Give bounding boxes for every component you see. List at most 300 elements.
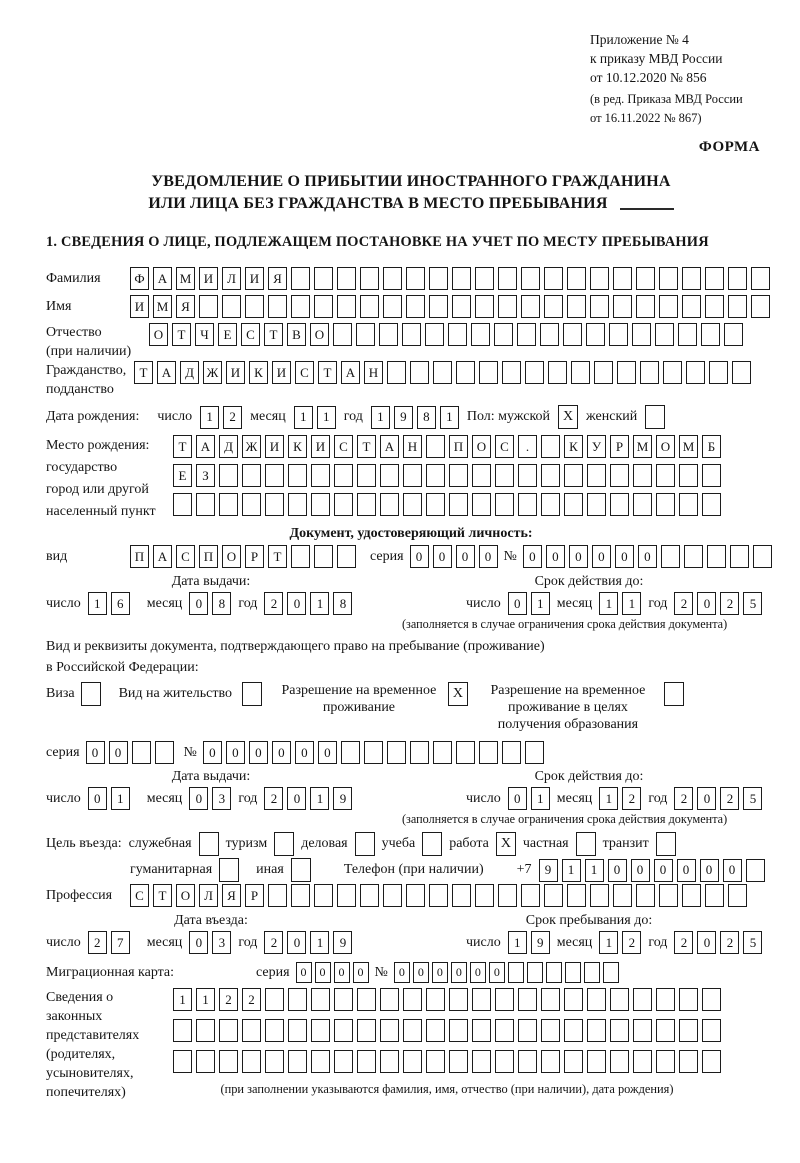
char-cell[interactable]: С: [176, 545, 195, 568]
char-cell[interactable]: 0: [432, 962, 448, 983]
firstname-input[interactable]: [130, 295, 770, 318]
char-cell[interactable]: 0: [287, 787, 306, 810]
char-cell[interactable]: [527, 962, 543, 983]
char-cell[interactable]: [288, 988, 307, 1011]
purpose-study-checkbox[interactable]: [422, 832, 442, 856]
char-cell[interactable]: [475, 295, 494, 318]
char-cell[interactable]: [268, 295, 287, 318]
char-cell[interactable]: [525, 741, 544, 764]
char-cell[interactable]: Т: [264, 323, 283, 346]
char-cell[interactable]: [751, 295, 770, 318]
residence-valid-day-input[interactable]: [508, 787, 550, 810]
char-cell[interactable]: 8: [333, 592, 352, 615]
visa-checkbox[interactable]: [81, 682, 101, 706]
char-cell[interactable]: [656, 1019, 675, 1042]
entry-day-input[interactable]: [88, 931, 130, 954]
char-cell[interactable]: [364, 741, 383, 764]
char-cell[interactable]: 2: [720, 592, 739, 615]
char-cell[interactable]: [709, 361, 728, 384]
char-cell[interactable]: [498, 295, 517, 318]
char-cell[interactable]: [702, 464, 721, 487]
char-cell[interactable]: 1: [531, 592, 550, 615]
char-cell[interactable]: 2: [622, 931, 641, 954]
char-cell[interactable]: 1: [88, 592, 107, 615]
char-cell[interactable]: [314, 295, 333, 318]
char-cell[interactable]: [686, 361, 705, 384]
char-cell[interactable]: С: [241, 323, 260, 346]
char-cell[interactable]: [314, 267, 333, 290]
char-cell[interactable]: [334, 1050, 353, 1073]
char-cell[interactable]: 1: [531, 787, 550, 810]
char-cell[interactable]: 1: [562, 859, 581, 882]
char-cell[interactable]: [433, 361, 452, 384]
char-cell[interactable]: [564, 493, 583, 516]
char-cell[interactable]: [728, 267, 747, 290]
char-cell[interactable]: [730, 545, 749, 568]
char-cell[interactable]: [222, 295, 241, 318]
char-cell[interactable]: 1: [508, 931, 527, 954]
char-cell[interactable]: 1: [111, 787, 130, 810]
char-cell[interactable]: [288, 1050, 307, 1073]
char-cell[interactable]: [357, 493, 376, 516]
char-cell[interactable]: Н: [364, 361, 383, 384]
char-cell[interactable]: [311, 493, 330, 516]
char-cell[interactable]: 2: [264, 787, 283, 810]
char-cell[interactable]: О: [222, 545, 241, 568]
char-cell[interactable]: 1: [440, 406, 459, 429]
char-cell[interactable]: .: [518, 435, 537, 458]
char-cell[interactable]: [452, 267, 471, 290]
char-cell[interactable]: [544, 884, 563, 907]
char-cell[interactable]: И: [245, 267, 264, 290]
char-cell[interactable]: [334, 1019, 353, 1042]
char-cell[interactable]: М: [633, 435, 652, 458]
char-cell[interactable]: [610, 1019, 629, 1042]
char-cell[interactable]: Р: [610, 435, 629, 458]
birth-month-input[interactable]: [294, 406, 336, 429]
char-cell[interactable]: П: [449, 435, 468, 458]
char-cell[interactable]: 6: [111, 592, 130, 615]
char-cell[interactable]: 1: [196, 988, 215, 1011]
char-cell[interactable]: [661, 545, 680, 568]
purpose-work-checkbox[interactable]: X: [496, 832, 516, 856]
char-cell[interactable]: [472, 1019, 491, 1042]
char-cell[interactable]: 9: [539, 859, 558, 882]
char-cell[interactable]: [564, 1050, 583, 1073]
char-cell[interactable]: И: [272, 361, 291, 384]
char-cell[interactable]: М: [176, 267, 195, 290]
char-cell[interactable]: [219, 464, 238, 487]
purpose-transit-checkbox[interactable]: [656, 832, 676, 856]
char-cell[interactable]: 8: [212, 592, 231, 615]
char-cell[interactable]: [288, 1019, 307, 1042]
char-cell[interactable]: [498, 884, 517, 907]
char-cell[interactable]: 0: [203, 741, 222, 764]
char-cell[interactable]: 9: [333, 787, 352, 810]
char-cell[interactable]: [567, 295, 586, 318]
char-cell[interactable]: [663, 361, 682, 384]
char-cell[interactable]: Т: [153, 884, 172, 907]
char-cell[interactable]: [472, 1050, 491, 1073]
char-cell[interactable]: 0: [315, 962, 331, 983]
profession-input[interactable]: [130, 884, 747, 907]
char-cell[interactable]: 5: [743, 592, 762, 615]
char-cell[interactable]: К: [288, 435, 307, 458]
char-cell[interactable]: К: [564, 435, 583, 458]
char-cell[interactable]: 2: [622, 787, 641, 810]
char-cell[interactable]: [656, 988, 675, 1011]
edu-permit-checkbox[interactable]: [664, 682, 684, 706]
char-cell[interactable]: [682, 884, 701, 907]
char-cell[interactable]: [751, 267, 770, 290]
char-cell[interactable]: 0: [249, 741, 268, 764]
residence-issue-year-input[interactable]: [264, 787, 352, 810]
char-cell[interactable]: С: [295, 361, 314, 384]
char-cell[interactable]: 1: [599, 787, 618, 810]
char-cell[interactable]: [380, 1050, 399, 1073]
char-cell[interactable]: [380, 1019, 399, 1042]
char-cell[interactable]: [242, 493, 261, 516]
char-cell[interactable]: [410, 741, 429, 764]
char-cell[interactable]: [701, 323, 720, 346]
char-cell[interactable]: О: [472, 435, 491, 458]
char-cell[interactable]: [242, 1019, 261, 1042]
char-cell[interactable]: [219, 1019, 238, 1042]
char-cell[interactable]: 2: [264, 931, 283, 954]
char-cell[interactable]: 0: [451, 962, 467, 983]
char-cell[interactable]: Т: [134, 361, 153, 384]
identity-issue-day-input[interactable]: [88, 592, 130, 615]
char-cell[interactable]: [594, 361, 613, 384]
char-cell[interactable]: [567, 884, 586, 907]
char-cell[interactable]: 0: [592, 545, 611, 568]
char-cell[interactable]: [587, 1050, 606, 1073]
char-cell[interactable]: А: [380, 435, 399, 458]
char-cell[interactable]: 0: [456, 545, 475, 568]
char-cell[interactable]: 1: [585, 859, 604, 882]
char-cell[interactable]: 2: [674, 787, 693, 810]
char-cell[interactable]: [702, 1019, 721, 1042]
char-cell[interactable]: [659, 295, 678, 318]
char-cell[interactable]: [429, 295, 448, 318]
char-cell[interactable]: 1: [294, 406, 313, 429]
char-cell[interactable]: [679, 988, 698, 1011]
char-cell[interactable]: Я: [268, 267, 287, 290]
char-cell[interactable]: [521, 884, 540, 907]
char-cell[interactable]: [609, 323, 628, 346]
char-cell[interactable]: 7: [111, 931, 130, 954]
char-cell[interactable]: [449, 1019, 468, 1042]
char-cell[interactable]: [540, 323, 559, 346]
char-cell[interactable]: В: [287, 323, 306, 346]
char-cell[interactable]: К: [249, 361, 268, 384]
char-cell[interactable]: [333, 323, 352, 346]
char-cell[interactable]: Ч: [195, 323, 214, 346]
char-cell[interactable]: [705, 884, 724, 907]
char-cell[interactable]: [659, 267, 678, 290]
char-cell[interactable]: [383, 884, 402, 907]
char-cell[interactable]: 2: [219, 988, 238, 1011]
char-cell[interactable]: 0: [523, 545, 542, 568]
char-cell[interactable]: [456, 361, 475, 384]
char-cell[interactable]: 0: [489, 962, 505, 983]
char-cell[interactable]: [311, 464, 330, 487]
char-cell[interactable]: [288, 493, 307, 516]
char-cell[interactable]: Н: [403, 435, 422, 458]
char-cell[interactable]: [587, 493, 606, 516]
char-cell[interactable]: 9: [333, 931, 352, 954]
purpose-private-checkbox[interactable]: [576, 832, 596, 856]
purpose-tourism-checkbox[interactable]: [274, 832, 294, 856]
char-cell[interactable]: [334, 493, 353, 516]
char-cell[interactable]: О: [149, 323, 168, 346]
char-cell[interactable]: [517, 323, 536, 346]
char-cell[interactable]: Ж: [203, 361, 222, 384]
char-cell[interactable]: [525, 361, 544, 384]
char-cell[interactable]: [383, 267, 402, 290]
residence-valid-year-input[interactable]: [674, 787, 762, 810]
char-cell[interactable]: [291, 295, 310, 318]
char-cell[interactable]: 1: [200, 406, 219, 429]
char-cell[interactable]: [571, 361, 590, 384]
char-cell[interactable]: [242, 464, 261, 487]
char-cell[interactable]: М: [153, 295, 172, 318]
char-cell[interactable]: О: [656, 435, 675, 458]
char-cell[interactable]: [429, 884, 448, 907]
char-cell[interactable]: 0: [287, 931, 306, 954]
char-cell[interactable]: [633, 464, 652, 487]
char-cell[interactable]: [610, 988, 629, 1011]
char-cell[interactable]: Р: [245, 884, 264, 907]
birth-day-input[interactable]: [200, 406, 242, 429]
char-cell[interactable]: [636, 295, 655, 318]
char-cell[interactable]: [426, 493, 445, 516]
char-cell[interactable]: 1: [310, 592, 329, 615]
char-cell[interactable]: [406, 267, 425, 290]
char-cell[interactable]: 0: [677, 859, 696, 882]
char-cell[interactable]: [426, 988, 445, 1011]
char-cell[interactable]: [563, 323, 582, 346]
stay-year-input[interactable]: [674, 931, 762, 954]
char-cell[interactable]: [173, 1050, 192, 1073]
char-cell[interactable]: 1: [599, 592, 618, 615]
char-cell[interactable]: [518, 464, 537, 487]
char-cell[interactable]: [564, 464, 583, 487]
char-cell[interactable]: [617, 361, 636, 384]
char-cell[interactable]: [199, 295, 218, 318]
char-cell[interactable]: [502, 741, 521, 764]
char-cell[interactable]: [541, 464, 560, 487]
char-cell[interactable]: [357, 464, 376, 487]
char-cell[interactable]: [314, 545, 333, 568]
char-cell[interactable]: 2: [223, 406, 242, 429]
birth-place-row1-input[interactable]: [173, 435, 721, 458]
entry-year-input[interactable]: [264, 931, 352, 954]
char-cell[interactable]: [360, 884, 379, 907]
char-cell[interactable]: 0: [413, 962, 429, 983]
char-cell[interactable]: [603, 962, 619, 983]
char-cell[interactable]: 2: [720, 931, 739, 954]
char-cell[interactable]: [265, 1050, 284, 1073]
surname-input[interactable]: [130, 267, 770, 290]
char-cell[interactable]: [632, 323, 651, 346]
char-cell[interactable]: 0: [287, 592, 306, 615]
char-cell[interactable]: 2: [264, 592, 283, 615]
char-cell[interactable]: [546, 962, 562, 983]
char-cell[interactable]: И: [311, 435, 330, 458]
char-cell[interactable]: 9: [394, 406, 413, 429]
char-cell[interactable]: [268, 884, 287, 907]
char-cell[interactable]: 0: [508, 592, 527, 615]
char-cell[interactable]: [357, 1050, 376, 1073]
char-cell[interactable]: [541, 1050, 560, 1073]
char-cell[interactable]: [518, 1019, 537, 1042]
char-cell[interactable]: [406, 884, 425, 907]
char-cell[interactable]: [403, 1050, 422, 1073]
birth-place-row3-input[interactable]: [173, 493, 721, 516]
char-cell[interactable]: Р: [245, 545, 264, 568]
char-cell[interactable]: [590, 267, 609, 290]
char-cell[interactable]: Ф: [130, 267, 149, 290]
char-cell[interactable]: А: [157, 361, 176, 384]
char-cell[interactable]: [380, 464, 399, 487]
char-cell[interactable]: 2: [674, 931, 693, 954]
char-cell[interactable]: 0: [88, 787, 107, 810]
char-cell[interactable]: 0: [86, 741, 105, 764]
char-cell[interactable]: 0: [569, 545, 588, 568]
representatives-row3-input[interactable]: [173, 1050, 721, 1073]
char-cell[interactable]: [633, 988, 652, 1011]
char-cell[interactable]: 0: [353, 962, 369, 983]
char-cell[interactable]: 0: [479, 545, 498, 568]
char-cell[interactable]: 0: [700, 859, 719, 882]
char-cell[interactable]: [337, 884, 356, 907]
char-cell[interactable]: [679, 1050, 698, 1073]
char-cell[interactable]: [380, 493, 399, 516]
char-cell[interactable]: [472, 493, 491, 516]
doc-series-input[interactable]: [410, 545, 498, 568]
char-cell[interactable]: [219, 493, 238, 516]
char-cell[interactable]: [746, 859, 765, 882]
char-cell[interactable]: [541, 1019, 560, 1042]
char-cell[interactable]: [656, 1050, 675, 1073]
char-cell[interactable]: [590, 884, 609, 907]
char-cell[interactable]: [265, 1019, 284, 1042]
char-cell[interactable]: [311, 1050, 330, 1073]
citizenship-input[interactable]: [134, 361, 751, 384]
char-cell[interactable]: [613, 884, 632, 907]
char-cell[interactable]: Я: [176, 295, 195, 318]
char-cell[interactable]: О: [176, 884, 195, 907]
char-cell[interactable]: [724, 323, 743, 346]
char-cell[interactable]: И: [226, 361, 245, 384]
residence-permit-checkbox[interactable]: [242, 682, 262, 706]
male-checkbox[interactable]: X: [558, 405, 578, 429]
char-cell[interactable]: [679, 464, 698, 487]
char-cell[interactable]: [728, 295, 747, 318]
char-cell[interactable]: П: [130, 545, 149, 568]
char-cell[interactable]: [403, 1019, 422, 1042]
char-cell[interactable]: [679, 1019, 698, 1042]
representatives-row1-input[interactable]: [173, 988, 721, 1011]
char-cell[interactable]: [132, 741, 151, 764]
char-cell[interactable]: [508, 962, 524, 983]
char-cell[interactable]: [341, 741, 360, 764]
char-cell[interactable]: [449, 1050, 468, 1073]
char-cell[interactable]: Ж: [242, 435, 261, 458]
char-cell[interactable]: И: [130, 295, 149, 318]
residence-issue-day-input[interactable]: [88, 787, 130, 810]
char-cell[interactable]: М: [679, 435, 698, 458]
char-cell[interactable]: 1: [173, 988, 192, 1011]
char-cell[interactable]: [541, 493, 560, 516]
char-cell[interactable]: [564, 1019, 583, 1042]
char-cell[interactable]: 0: [394, 962, 410, 983]
char-cell[interactable]: [732, 361, 751, 384]
char-cell[interactable]: [357, 988, 376, 1011]
char-cell[interactable]: [426, 1019, 445, 1042]
char-cell[interactable]: [155, 741, 174, 764]
char-cell[interactable]: [356, 323, 375, 346]
char-cell[interactable]: [387, 741, 406, 764]
char-cell[interactable]: [173, 493, 192, 516]
char-cell[interactable]: О: [310, 323, 329, 346]
char-cell[interactable]: [387, 361, 406, 384]
char-cell[interactable]: А: [341, 361, 360, 384]
char-cell[interactable]: [640, 361, 659, 384]
char-cell[interactable]: [379, 323, 398, 346]
char-cell[interactable]: [288, 464, 307, 487]
char-cell[interactable]: [590, 295, 609, 318]
char-cell[interactable]: 0: [697, 787, 716, 810]
char-cell[interactable]: [403, 988, 422, 1011]
representatives-row2-input[interactable]: [173, 1019, 721, 1042]
char-cell[interactable]: [564, 988, 583, 1011]
char-cell[interactable]: 2: [242, 988, 261, 1011]
char-cell[interactable]: [495, 493, 514, 516]
char-cell[interactable]: [471, 323, 490, 346]
char-cell[interactable]: 0: [318, 741, 337, 764]
char-cell[interactable]: [705, 295, 724, 318]
char-cell[interactable]: 0: [631, 859, 650, 882]
char-cell[interactable]: [402, 323, 421, 346]
char-cell[interactable]: [291, 545, 310, 568]
char-cell[interactable]: 8: [417, 406, 436, 429]
char-cell[interactable]: [403, 464, 422, 487]
char-cell[interactable]: [544, 295, 563, 318]
char-cell[interactable]: [544, 267, 563, 290]
char-cell[interactable]: 0: [272, 741, 291, 764]
char-cell[interactable]: Б: [702, 435, 721, 458]
char-cell[interactable]: [242, 1050, 261, 1073]
char-cell[interactable]: 0: [189, 931, 208, 954]
char-cell[interactable]: [684, 545, 703, 568]
char-cell[interactable]: 0: [615, 545, 634, 568]
char-cell[interactable]: [433, 741, 452, 764]
char-cell[interactable]: 2: [720, 787, 739, 810]
char-cell[interactable]: [518, 493, 537, 516]
char-cell[interactable]: [452, 295, 471, 318]
char-cell[interactable]: [196, 1050, 215, 1073]
char-cell[interactable]: [291, 267, 310, 290]
char-cell[interactable]: [314, 884, 333, 907]
char-cell[interactable]: [521, 267, 540, 290]
char-cell[interactable]: [449, 493, 468, 516]
char-cell[interactable]: [265, 988, 284, 1011]
char-cell[interactable]: 0: [638, 545, 657, 568]
char-cell[interactable]: [705, 267, 724, 290]
purpose-humanitarian-checkbox[interactable]: [219, 858, 239, 882]
